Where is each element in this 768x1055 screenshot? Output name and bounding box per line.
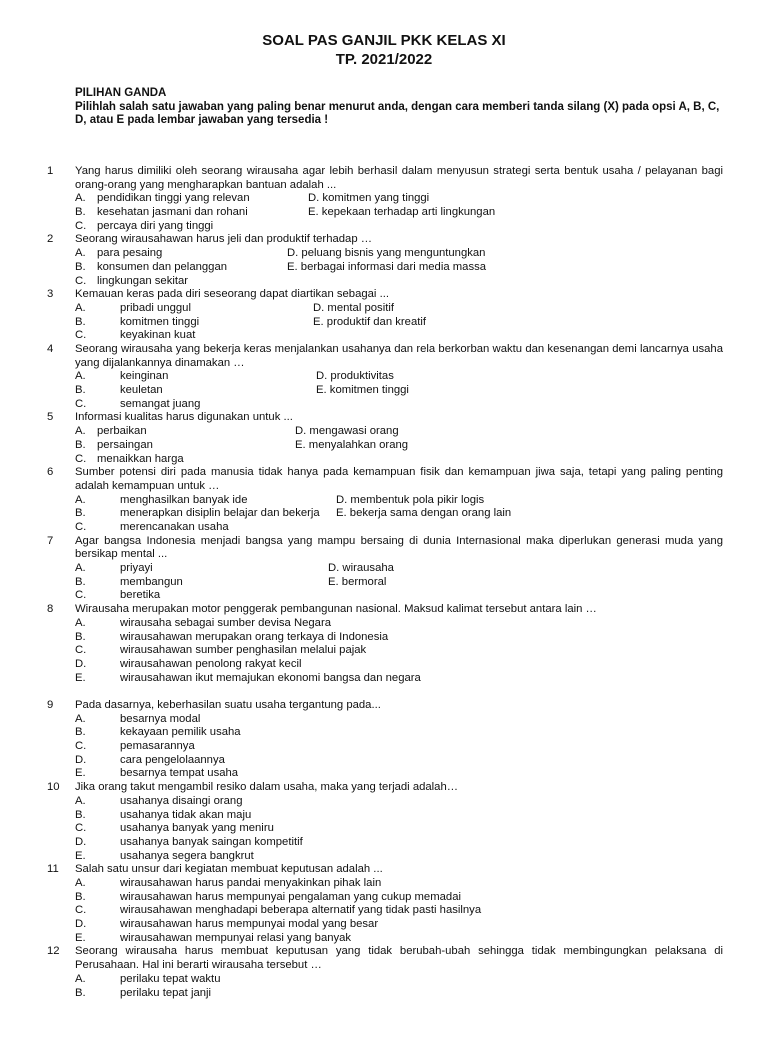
question-number: 8 [47, 603, 54, 616]
question-item [0, 699, 768, 781]
option-letter: C. [75, 219, 87, 232]
option-row [75, 644, 723, 658]
option-row [75, 809, 723, 823]
option-row [75, 453, 723, 467]
question-item [0, 165, 768, 233]
option-text: usahanya banyak saingan kompetitif [120, 835, 303, 848]
question-text: Pada dasarnya, keberhasilan suatu usaha tergantung pada... [75, 699, 381, 711]
option-text: usahanya tidak akan maju [120, 808, 252, 821]
instruction-text: Pilihlah salah satu jawaban yang paling benar menurut anda, dengan cara memberi tanda silang (X) pada opsi A, B, C, D, atau E pada lembar jawaban yang tersedia ! [75, 100, 720, 127]
option-text: persaingan [97, 438, 153, 451]
option-text: beretika [120, 589, 161, 602]
option-row [75, 617, 723, 631]
option-text: perbaikan [97, 425, 147, 438]
option-letter: A. [75, 247, 86, 260]
option-text: pendidikan tinggi yang relevan [97, 192, 250, 205]
option-letter: A. [75, 712, 86, 725]
option-row [75, 316, 723, 330]
option-list [75, 562, 723, 603]
option-text: semangat juang [120, 397, 201, 410]
option-text: cara pengelolaannya [120, 753, 225, 766]
option-row [75, 439, 723, 453]
option-letter: B. [75, 315, 86, 328]
question-item [0, 343, 768, 411]
option-letter: C. [75, 644, 87, 657]
option-letter: B. [75, 808, 86, 821]
question-item [0, 233, 768, 288]
question-number: 12 [47, 945, 60, 958]
option-text: percaya diri yang tinggi [97, 219, 214, 232]
question-text: Seorang wirausaha yang bekerja keras menjalankan usahanya dan rela berkorban waktu dan kesenangan demi lancarnya usaha yang dijalankannya dinamakan … [75, 343, 723, 369]
option-text-right-column: E. komitmen tinggi [316, 384, 409, 397]
option-letter: B. [75, 726, 86, 739]
option-text: wirausaha sebagai sumber devisa Negara [120, 616, 331, 629]
question-text: Salah satu unsur dari kegiatan membuat keputusan adalah ... [75, 863, 383, 876]
option-text: wirausahawan ikut memajukan ekonomi bangsa dan negara [120, 671, 421, 684]
option-letter: C. [75, 589, 87, 602]
option-list [75, 302, 723, 343]
option-letter: D. [75, 918, 87, 931]
option-row [75, 672, 723, 686]
option-letter: C. [75, 521, 87, 534]
question-number: 9 [47, 699, 54, 711]
option-row [75, 713, 723, 727]
option-letter: D. [75, 835, 87, 848]
option-letter: B. [75, 260, 86, 273]
option-letter: A. [75, 562, 86, 575]
option-row [75, 822, 723, 836]
option-row [75, 877, 723, 891]
option-text-right-column: D. mengawasi orang [295, 425, 399, 438]
option-text: komitmen tinggi [120, 315, 200, 328]
option-letter: B. [75, 575, 86, 588]
option-text-right-column: D. produktivitas [316, 370, 394, 383]
option-row [75, 507, 723, 521]
option-letter: A. [75, 972, 86, 985]
option-letter: B. [75, 438, 86, 451]
option-text: menghasilkan banyak ide [120, 493, 248, 506]
question-number: 3 [47, 288, 54, 301]
option-row [75, 658, 723, 672]
document-title-line-1: SOAL PAS GANJIL PKK KELAS XI [262, 32, 506, 49]
question-text: Jika orang takut mengambil resiko dalam usaha, maka yang terjadi adalah… [75, 781, 459, 794]
option-row [75, 726, 723, 740]
question-text: Kemauan keras pada diri seseorang dapat diartikan sebagai ... [75, 288, 390, 301]
option-text: wirausahawan harus mempunyai modal yang besar [120, 918, 379, 931]
option-list [75, 795, 723, 863]
option-row [75, 891, 723, 905]
option-letter: A. [75, 794, 86, 807]
option-list [75, 370, 723, 411]
option-row [75, 754, 723, 768]
option-list [75, 713, 723, 781]
option-text-right-column: D. membentuk pola pikir logis [336, 493, 485, 506]
question-list [0, 165, 768, 1000]
option-row [75, 275, 723, 289]
option-letter: A. [75, 192, 86, 205]
option-text-right-column: E. produktif dan kreatif [313, 315, 427, 328]
option-list [75, 494, 723, 535]
option-list [75, 425, 723, 466]
option-text-right-column: E. berbagai informasi dari media massa [287, 260, 487, 273]
question-number: 2 [47, 233, 54, 246]
option-text: besarnya tempat usaha [120, 767, 239, 780]
option-text: pribadi unggul [120, 301, 191, 314]
document-title-line-2: TP. 2021/2022 [335, 51, 433, 68]
option-row [75, 247, 723, 261]
option-letter: B. [75, 890, 86, 903]
section-title: PILIHAN GANDA [75, 87, 167, 99]
option-letter: B. [75, 206, 86, 219]
option-text: besarnya modal [120, 712, 201, 725]
option-text-right-column: E. bekerja sama dengan orang lain [336, 507, 512, 520]
option-text: wirausahawan penolong rakyat kecil [120, 657, 302, 670]
option-text: kesehatan jasmani dan rohani [97, 206, 248, 219]
question-number: 7 [47, 534, 54, 547]
option-letter: C. [75, 740, 87, 753]
option-letter: E. [75, 931, 86, 944]
option-row [75, 521, 723, 535]
question-number: 4 [47, 343, 54, 355]
option-row [75, 261, 723, 275]
question-item [0, 466, 768, 534]
option-text: priyayi [120, 562, 153, 575]
option-row [75, 398, 723, 412]
question-item [0, 411, 768, 466]
question-item [0, 863, 768, 945]
question-text: Seorang wirausaha harus membuat keputusan yang tidak berubah-ubah sehingga tidak membingungkan pelaksana di Perusahaan. Hal ini berarti wirausaha tersebut … [75, 945, 723, 972]
option-text: usahanya disaingi orang [120, 794, 243, 807]
option-row [75, 589, 723, 603]
option-text: wirausahawan sumber penghasilan melalui pajak [120, 644, 367, 657]
option-text: wirausahawan mempunyai relasi yang banyak [120, 931, 352, 944]
option-row [75, 562, 723, 576]
option-row [75, 850, 723, 864]
option-text: perilaku tepat waktu [120, 972, 221, 985]
question-number: 1 [47, 165, 54, 177]
question-item [0, 603, 768, 699]
option-letter: A. [75, 301, 86, 314]
option-text: konsumen dan pelanggan [97, 260, 228, 273]
option-row [75, 576, 723, 590]
question-text: Yang harus dimiliki oleh seorang wirausaha agar lebih berhasil dalam menyusun strategi serta bentuk usaha / pelayanan bagi orang-orang yang mengharapkan bantuan adalah ... [75, 165, 723, 191]
option-row [75, 973, 723, 987]
option-list [75, 617, 723, 685]
option-row [75, 836, 723, 850]
option-letter: B. [75, 630, 86, 643]
option-letter: C. [75, 397, 87, 410]
option-text: usahanya segera bangkrut [120, 849, 254, 862]
option-letter: A. [75, 876, 86, 889]
option-letter: A. [75, 370, 86, 383]
option-letter: B. [75, 384, 86, 397]
section-header [75, 87, 768, 128]
option-row [75, 795, 723, 809]
option-letter: C. [75, 274, 87, 287]
option-text: keyakinan kuat [120, 329, 196, 342]
option-letter: A. [75, 616, 86, 629]
option-list [75, 192, 723, 233]
option-text: usahanya banyak yang meniru [120, 822, 274, 835]
option-text: wirausahawan menghadapi beberapa alternatif yang tidak pasti hasilnya [120, 904, 482, 917]
question-item [0, 288, 768, 343]
option-text-right-column: E. bermoral [328, 575, 387, 588]
option-letter: E. [75, 671, 86, 684]
option-text: wirausahawan harus mempunyai pengalaman yang cukup memadai [120, 890, 461, 903]
option-letter: B. [75, 507, 86, 520]
question-item [0, 945, 768, 1000]
option-letter: A. [75, 493, 86, 506]
question-number: 5 [47, 411, 54, 424]
option-row [75, 932, 723, 946]
option-letter: D. [75, 657, 87, 670]
option-row [75, 384, 723, 398]
option-letter: C. [75, 904, 87, 917]
option-letter: C. [75, 822, 87, 835]
option-row [75, 987, 723, 1001]
option-text: membangun [120, 575, 183, 588]
option-text: kekayaan pemilik usaha [120, 726, 241, 739]
question-text: Informasi kualitas harus digunakan untuk ... [75, 411, 293, 424]
question-number: 11 [47, 863, 59, 876]
option-row [75, 631, 723, 645]
option-row [75, 220, 723, 234]
option-text-right-column: D. komitmen yang tinggi [308, 192, 430, 205]
option-text-right-column: D. wirausaha [328, 562, 394, 575]
option-text-right-column: D. peluang bisnis yang menguntungkan [287, 247, 486, 260]
question-number: 6 [47, 466, 54, 479]
option-row [75, 494, 723, 508]
option-list [75, 877, 723, 945]
option-text: wirausahawan merupakan orang terkaya di Indonesia [120, 630, 389, 643]
option-letter: D. [75, 753, 87, 766]
question-text: Wirausaha merupakan motor penggerak pembangunan nasional. Maksud kalimat tersebut antara lain … [75, 603, 597, 616]
option-text: lingkungan sekitar [97, 274, 189, 287]
option-list [75, 973, 723, 1000]
option-letter: A. [75, 425, 86, 438]
option-row [75, 206, 723, 220]
option-letter: E. [75, 849, 86, 862]
option-row [75, 370, 723, 384]
question-item [0, 535, 768, 603]
option-text-right-column: E. menyalahkan orang [295, 438, 409, 451]
option-row [75, 767, 723, 781]
option-letter: E. [75, 767, 86, 780]
option-row [75, 302, 723, 316]
option-text: keinginan [120, 370, 169, 383]
question-number: 10 [47, 781, 60, 794]
option-text: keuletan [120, 384, 163, 397]
option-text: para pesaing [97, 247, 163, 260]
option-text: menerapkan disiplin belajar dan bekerja [120, 507, 320, 520]
option-letter: C. [75, 452, 87, 465]
option-text: pemasarannya [120, 740, 195, 753]
option-letter: C. [75, 329, 87, 342]
question-text: Seorang wirausahawan harus jeli dan produktif terhadap … [75, 233, 373, 246]
question-text: Agar bangsa Indonesia menjadi bangsa yang mampu bersaing di dunia Internasional maka diperlukan generasi muda yang bersikap mental ... [75, 534, 723, 561]
option-row [75, 329, 723, 343]
option-text: merencanakan usaha [120, 521, 229, 534]
option-text-right-column: E. kepekaan terhadap arti lingkungan [308, 206, 496, 219]
question-text: Sumber potensi diri pada manusia tidak hanya pada kemampuan fisik dan kemampuan jiwa saja, tetapi yang paling penting adalah kemampuan untuk … [75, 466, 723, 492]
option-text: wirausahawan harus pandai menyakinkan pihak lain [120, 876, 382, 889]
spacer [0, 685, 768, 699]
question-item [0, 781, 768, 863]
option-row [75, 192, 723, 206]
option-list [75, 247, 723, 288]
option-text-right-column: D. mental positif [313, 301, 394, 314]
option-row [75, 904, 723, 918]
option-text: perilaku tepat janji [120, 986, 212, 999]
option-text: menaikkan harga [97, 452, 184, 465]
option-row [75, 425, 723, 439]
option-letter: B. [75, 986, 86, 999]
option-row [75, 918, 723, 932]
option-row [75, 740, 723, 754]
